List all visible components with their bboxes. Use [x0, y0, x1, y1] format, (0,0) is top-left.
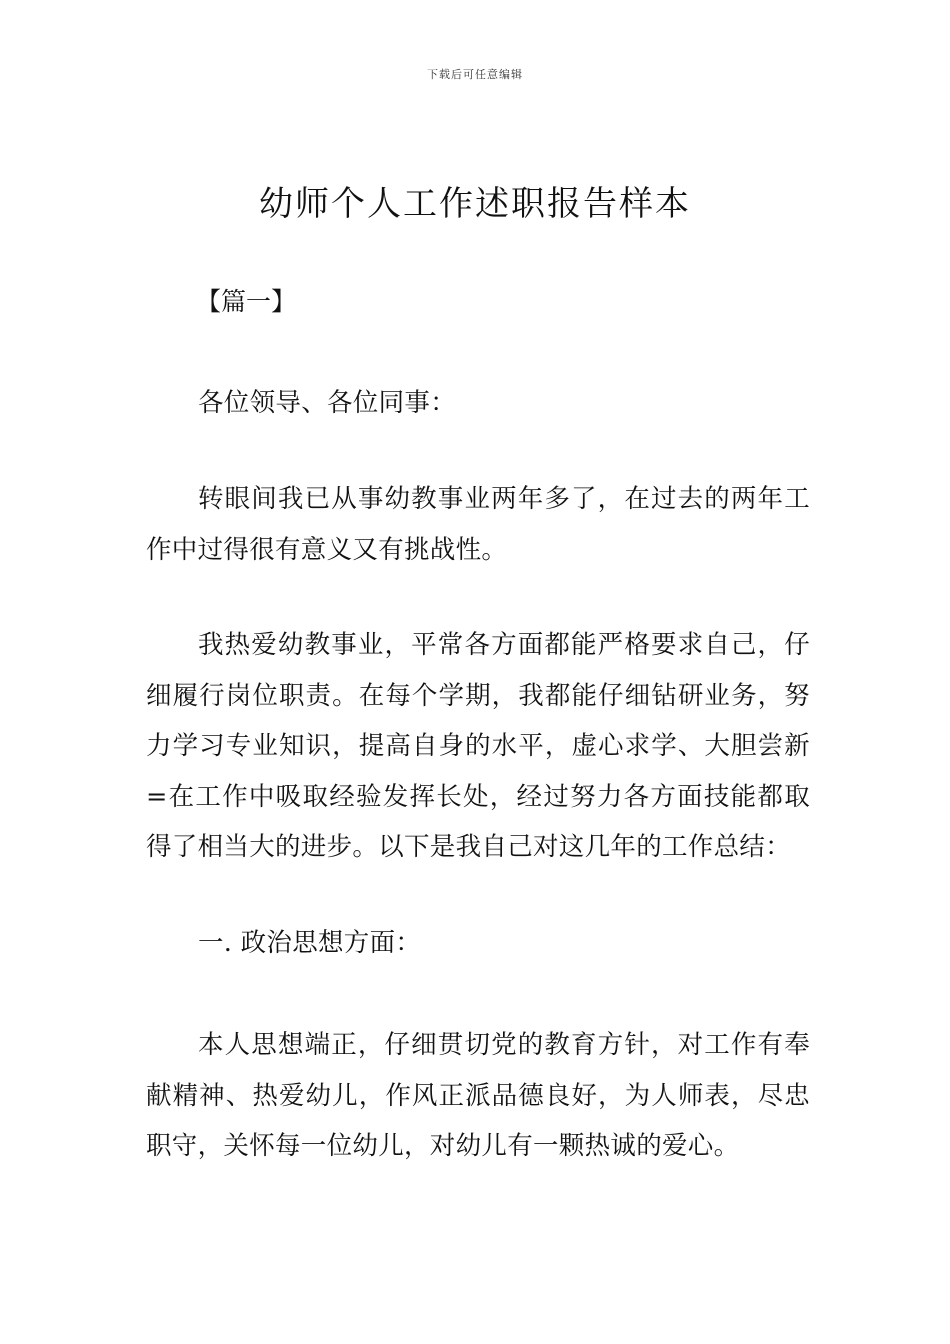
document-title: 幼师个人工作述职报告样本: [259, 184, 691, 224]
page-header-note: 下载后可任意编辑: [427, 68, 523, 81]
salutation: 各位领导、各位同事：: [198, 388, 457, 418]
paragraph-political-thought: 本人思想端正，仔细贯切党的教育方针，对工作有奉献精神、热爱幼儿，作风正派品德良好，为人师表，尽忠职守，关怀每一位幼儿，对幼儿有一颗热诚的爱心。: [146, 1030, 810, 1161]
paragraph-intro: 转眼间我已从事幼教事业两年多了，在过去的两年工作中过得很有意义又有挑战性。: [146, 484, 810, 565]
section-label: 【篇一】: [196, 287, 297, 316]
paragraph-dedication: 我热爱幼教事业，平常各方面都能严格要求自己，仔细履行岗位职责。在每个学期，我都能仔细钻研业务，努力学习专业知识，提高自身的水平，虚心求学、大胆尝新=在工作中吸取经验发挥长处，经过努力各方面技能都取得了相当大的进步。以下是我自己对这几年的工作总结：: [146, 630, 810, 862]
subheading-political-thought: 一. 政治思想方面：: [198, 928, 422, 958]
